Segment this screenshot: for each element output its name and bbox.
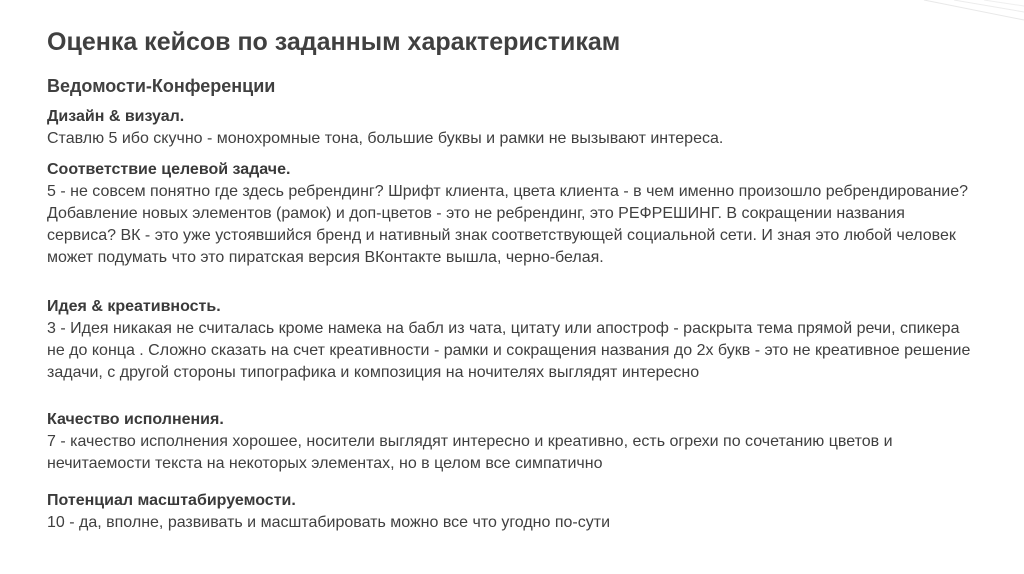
section-body: Ставлю 5 ибо скучно - монохромные тона, большие буквы и рамки не вызывают интереса. xyxy=(47,130,724,147)
section-body: 3 - Идея никакая не считалась кроме намека на бабл из чата, цитату или апостроф - раскрыта тема прямой речи, спикера не до конца . Сложно сказать на счет креативности - рамки и сокращения названия до 2х букв - это не креативное решение задачи, с другой стороны типографика и композиция на ночителях выглядят интересно xyxy=(47,320,971,381)
section-body: 10 - да, вполне, развивать и масштабировать можно все что угодно по-сути xyxy=(47,514,611,531)
section-body: 5 - не совсем понятно где здесь ребрендинг? Шрифт клиента, цвета клиента - в чем именно произошло ребрендирование? Добавление новых элементов (рамок) и доп-цветов - это не ребрендинг, это РЕФРЕШИНГ. В сокращении названия сервиса? ВК - это уже устоявшийся бренд и нативный знак соответствующей социальной сети. И зная это любой человек может подумать что это пиратская версия ВКонтакте вышла, черно-белая. xyxy=(47,183,969,266)
section-title: Качество исполнения. xyxy=(47,411,224,428)
section-title: Соответствие целевой задаче. xyxy=(47,161,291,178)
section-body: 7 - качество исполнения хорошее, носители выглядят интересно и креативно, есть огрехи по сочетанию цветов и нечитаемости текста на некоторых элементах, но в целом все симпатично xyxy=(47,433,893,472)
case-subtitle: Ведомости-Конференции xyxy=(47,76,276,96)
section-title: Идея & креативность. xyxy=(47,298,221,315)
page-title: Оценка кейсов по заданным характеристикам xyxy=(47,28,621,56)
section-execution-quality xyxy=(47,409,977,475)
section-scalability xyxy=(47,490,977,534)
section-design-visual xyxy=(47,106,977,150)
corner-decoration xyxy=(904,0,1024,40)
section-target-fit xyxy=(47,159,977,269)
section-title: Потенциал масштабируемости. xyxy=(47,492,296,509)
section-idea-creativity xyxy=(47,296,977,384)
section-title: Дизайн & визуал. xyxy=(47,108,185,125)
